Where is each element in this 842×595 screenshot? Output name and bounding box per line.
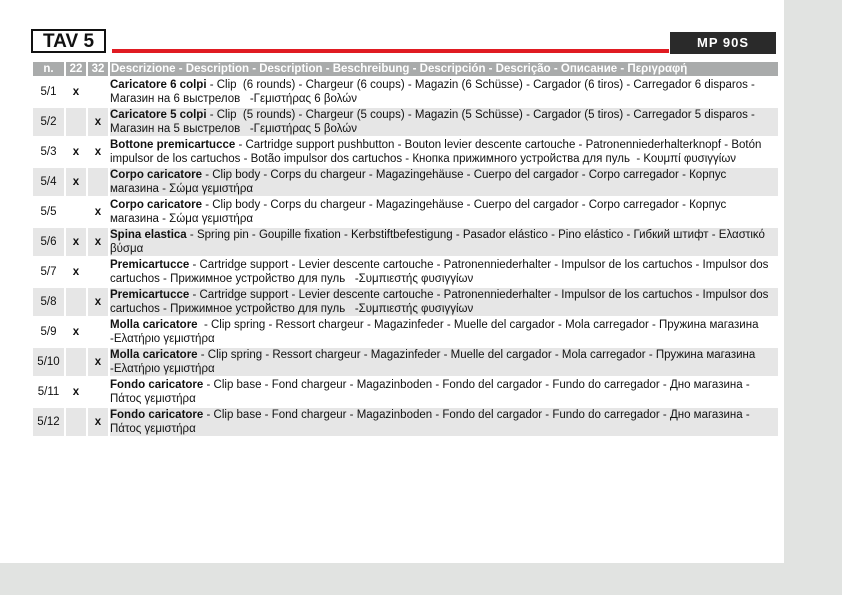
col-header-description: Descrizione - Description - Description - Beschreibung - Descripción - Descrição - Описание - Περιγραφή — [110, 62, 778, 76]
part-number: 5/3 — [40, 146, 57, 158]
part-description — [110, 198, 778, 226]
part-description — [110, 228, 778, 256]
model-22-mark — [66, 198, 86, 226]
part-number: 5/10 — [33, 348, 64, 376]
model-32-mark — [88, 258, 108, 286]
part-description — [110, 408, 778, 436]
part-translations: - Cartridge support pushbutton - Bouton levier descente cartouche - Patronenniederhalterknopf - Botón impulsor de los cartuchos - Botão impulsor dos cartuchos - Кнопка прижимного устройства для пуль - Κουμπί φυσιγγίων — [110, 139, 765, 165]
part-name: Premicartucce — [110, 289, 190, 301]
table-row — [33, 378, 778, 406]
part-number: 5/8 — [33, 288, 64, 316]
part-number: 5/2 — [33, 108, 64, 136]
model-22-mark: x — [66, 168, 86, 196]
table-row — [33, 288, 778, 316]
col-header-n: n. — [33, 62, 64, 76]
col-header-22: 22 — [66, 62, 86, 76]
part-translations: - Clip body - Corps du chargeur - Magazingehäuse - Cuerpo del cargador - Corpo carregador - Корпус магазина - Σώμα γεμιστήρα — [110, 169, 730, 195]
table-header-row — [33, 62, 778, 76]
model-32-mark: x — [88, 108, 108, 136]
part-name: Bottone premicartucce — [110, 139, 236, 151]
part-number: 5/12 — [33, 408, 64, 436]
table-row — [33, 108, 778, 136]
model-22-mark — [66, 408, 86, 436]
part-name: Corpo caricatore — [110, 169, 203, 181]
part-number: 5/9 — [40, 326, 57, 338]
part-translations: - Clip base - Fond chargeur - Magazinboden - Fondo del cargador - Fundo do carregador - Дно магазина - Πάτος γεμιστήρα — [110, 379, 753, 405]
part-name: Corpo caricatore — [110, 199, 203, 211]
part-description — [110, 258, 778, 286]
part-translations: - Clip body - Corps du chargeur - Magazingehäuse - Cuerpo del cargador - Corpo carregador - Корпус магазина - Σώμα γεμιστήρα — [110, 199, 730, 225]
table-row — [33, 138, 778, 166]
model-32-mark: x — [94, 206, 102, 218]
model-32-mark — [88, 318, 108, 346]
part-name: Molla caricatore — [110, 319, 198, 331]
parts-table — [31, 60, 780, 438]
part-translations: - Cartridge support - Levier descente cartouche - Patronenniederhalter - Impulsor de los cartuchos - Impulsor dos cartuchos - Прижимное устройство для пуль -Συμπιεστής φυσιγγίων — [110, 259, 772, 285]
table-row — [33, 408, 778, 436]
model-32-mark — [88, 78, 108, 106]
part-name: Premicartucce — [110, 259, 190, 271]
part-description — [110, 288, 778, 316]
model-32-mark: x — [88, 288, 108, 316]
part-number: 5/7 — [40, 266, 57, 278]
part-description — [110, 318, 778, 346]
part-number: 5/6 — [33, 228, 64, 256]
part-description — [110, 378, 778, 406]
part-name: Caricatore 5 colpi — [110, 109, 207, 121]
part-name: Spina elastica — [110, 229, 187, 241]
part-translations: - Clip base - Fond chargeur - Magazinboden - Fondo del cargador - Fundo do carregador - Дно магазина - Πάτος γεμιστήρα — [110, 409, 753, 435]
part-translations: - Spring pin - Goupille fixation - Kerbstiftbefestigung - Pasador elástico - Pino elástico - Гибкий штифт - Ελαστικό βύσμα — [110, 229, 769, 255]
part-translations: - Cartridge support - Levier descente cartouche - Patronenniederhalter - Impulsor de los cartuchos - Impulsor dos cartuchos - Прижимное устройство для пуль -Συμπιεστής φυσιγγίων — [110, 289, 772, 315]
table-row — [33, 228, 778, 256]
model-32-mark: x — [94, 146, 102, 158]
model-22-mark: x — [72, 86, 80, 98]
table-label: TAV 5 — [31, 29, 106, 53]
model-22-mark — [66, 348, 86, 376]
part-number: 5/11 — [37, 386, 60, 398]
part-description — [110, 168, 778, 196]
model-22-mark: x — [72, 326, 80, 338]
model-22-mark — [66, 288, 86, 316]
part-name: Caricatore 6 colpi — [110, 79, 207, 91]
part-description — [110, 78, 778, 106]
table-row — [33, 78, 778, 106]
part-description — [110, 138, 778, 166]
table-row — [33, 258, 778, 286]
part-name: Molla caricatore — [110, 349, 198, 361]
header-rule — [112, 49, 669, 53]
part-translations: - Clip spring - Ressort chargeur - Magazinfeder - Muelle del cargador - Mola carregador - Пружина магазина -Ελατήριο γεμιστήρα — [110, 319, 769, 345]
part-number: 5/4 — [33, 168, 64, 196]
table-row — [33, 318, 778, 346]
model-label: MP 90S — [670, 32, 776, 54]
part-description — [110, 108, 778, 136]
part-name: Fondo caricatore — [110, 409, 204, 421]
table-row — [33, 168, 778, 196]
part-number: 5/1 — [40, 86, 57, 98]
model-32-mark — [88, 378, 108, 406]
part-translations: - Clip spring - Ressort chargeur - Magazinfeder - Muelle del cargador - Mola carregador - Пружина магазина -Ελατήριο γεμιστήρα — [110, 349, 765, 375]
model-32-mark: x — [88, 228, 108, 256]
table-row — [33, 198, 778, 226]
model-32-mark: x — [88, 408, 108, 436]
part-name: Fondo caricatore — [110, 379, 204, 391]
model-22-mark: x — [72, 386, 80, 398]
model-22-mark — [66, 108, 86, 136]
col-header-32: 32 — [88, 62, 108, 76]
model-22-mark: x — [72, 146, 80, 158]
part-description — [110, 348, 778, 376]
model-22-mark: x — [72, 266, 80, 278]
part-number: 5/5 — [40, 206, 57, 218]
table-row — [33, 348, 778, 376]
part-translations: - Clip (5 rounds) - Chargeur (5 coups) - Magazin (5 Schüsse) - Cargador (5 tiros) - Carregador 5 disparos - Магазин на 5 выстрелов -Γεμιστήρας 5 βολών — [110, 109, 759, 135]
part-translations: - Clip (6 rounds) - Chargeur (6 coups) - Magazin (6 Schüsse) - Cargador (6 tiros) - Carregador 6 disparos - Магазин на 6 выстрелов -Γεμιστήρας 6 βολών — [110, 79, 759, 105]
model-32-mark — [88, 168, 108, 196]
model-22-mark: x — [66, 228, 86, 256]
model-32-mark: x — [88, 348, 108, 376]
